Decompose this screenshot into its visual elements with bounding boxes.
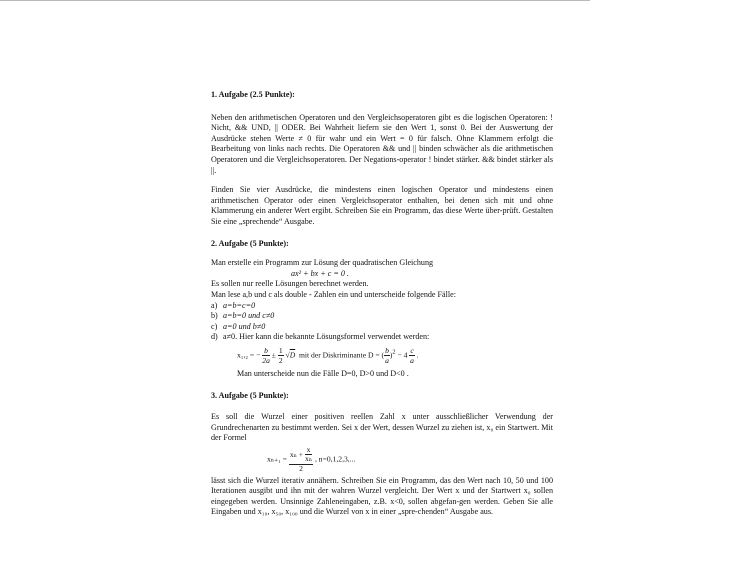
task1-paragraph-2: Finden Sie vier Ausdrücke, die mindestens einen logischen Operator und mindestens einen arithmetischen Operator oder einen Vergleichsoperator enthalten, bei denen sich mit und ohne Klammerung ein anderer Wert ergibt. Schreiben Sie ein Programm, das diese Werte über-prüft. Gestalten Sie eine „sprechende“ Ausgabe. <box>211 185 553 226</box>
task2-heading: 2. Aufgabe (5 Punkte): <box>211 238 289 248</box>
task2-real-note: Es sollen nur reelle Lösungen berechnet werden. <box>211 279 369 289</box>
list-item: a) a=b=c=0 <box>211 300 256 310</box>
quadratic-formula: x₁,₂ = − $\frac{b}{2a}$ ± $\frac{1}{2}$ √D mit der Diskriminante D = ( $\frac{b}{a}$ )$^2$ − 4 $\frac{c}{a}$ . <box>237 345 419 365</box>
task2-final-note: Man unterscheide nun die Fälle D=0, D>0 und D<0 . <box>237 368 409 378</box>
document-page <box>211 90 553 518</box>
task2-intro: Man erstelle ein Programm zur Lösung der quadratischen Gleichung <box>211 258 434 268</box>
task3-paragraph-1: Es soll die Wurzel einer positiven reellen Zahl x unter ausschließlicher Verwendung der Grundrechenarten zu bestimmt werden. Sei x der Wert, dessen Wurzel zu ziehen ist, x₀ ein Startwert. Mit der Formel <box>211 412 553 443</box>
task1-heading: 1. Aufgabe (2.5 Punkte): <box>211 90 295 99</box>
case-list <box>211 301 553 343</box>
list-item: b) a=b=0 und c≠0 <box>211 311 275 321</box>
list-item: d) a≠0. Hier kann die bekannte Lösungsformel verwendet werden: <box>211 332 430 342</box>
task3-heading: 3. Aufgabe (5 Punkte): <box>211 391 289 401</box>
list-item: c) a=0 und b≠0 <box>211 321 266 331</box>
top-divider <box>0 0 590 1</box>
quadratic-equation: ax² + bx + c = 0 . <box>291 268 349 278</box>
task2-read-note: Man lese a,b und c als double - Zahlen ein und unterscheide folgende Fälle: <box>211 289 456 299</box>
iteration-formula: xₙ₊₁ = xₙ + $\frac{x}{\text{xₙ}}$ 2 , n=0,1,2,3,... <box>267 444 356 474</box>
task3-paragraph-2: lässt sich die Wurzel iterativ annähern. Schreiben Sie ein Programm, das den Wert nach 10, 50 und 100 Iterationen ausgibt und ihn mit der wahren Wurzel vergleicht. Der Wert x und der Startwert x₀ sollen eingegeben werden. Unsinnige Zahleneingaben, z.B. x<0, sollen abgefan-gen werden. Geben Sie alle Eingaben und x₁₀, x₅₀, x₁₀₀ und die Wurzel von x in einer „spre-chenden“ Ausgabe aus. <box>211 475 553 517</box>
task1-paragraph-1: Neben den arithmetischen Operatoren und den Vergleichsoperatoren gibt es die logischen Operatoren: ! Nicht, && UND, || ODER. Bei Wahrheit liefern sie den Wert 1, sonst 0. Bei der Auswertung der Ausdrücke stehen Werte ≠ 0 für wahr und ein Wert = 0 für falsch. Ohne Klammern erfolgt die Bearbeitung von links nach rechts. Die Operatoren && und || binden schwächer als die arithmetischen Operatoren und die Vergleichsoperatoren. Der Negations-operator ! bindet stärker. && bindet stärker als ||. <box>211 112 553 175</box>
